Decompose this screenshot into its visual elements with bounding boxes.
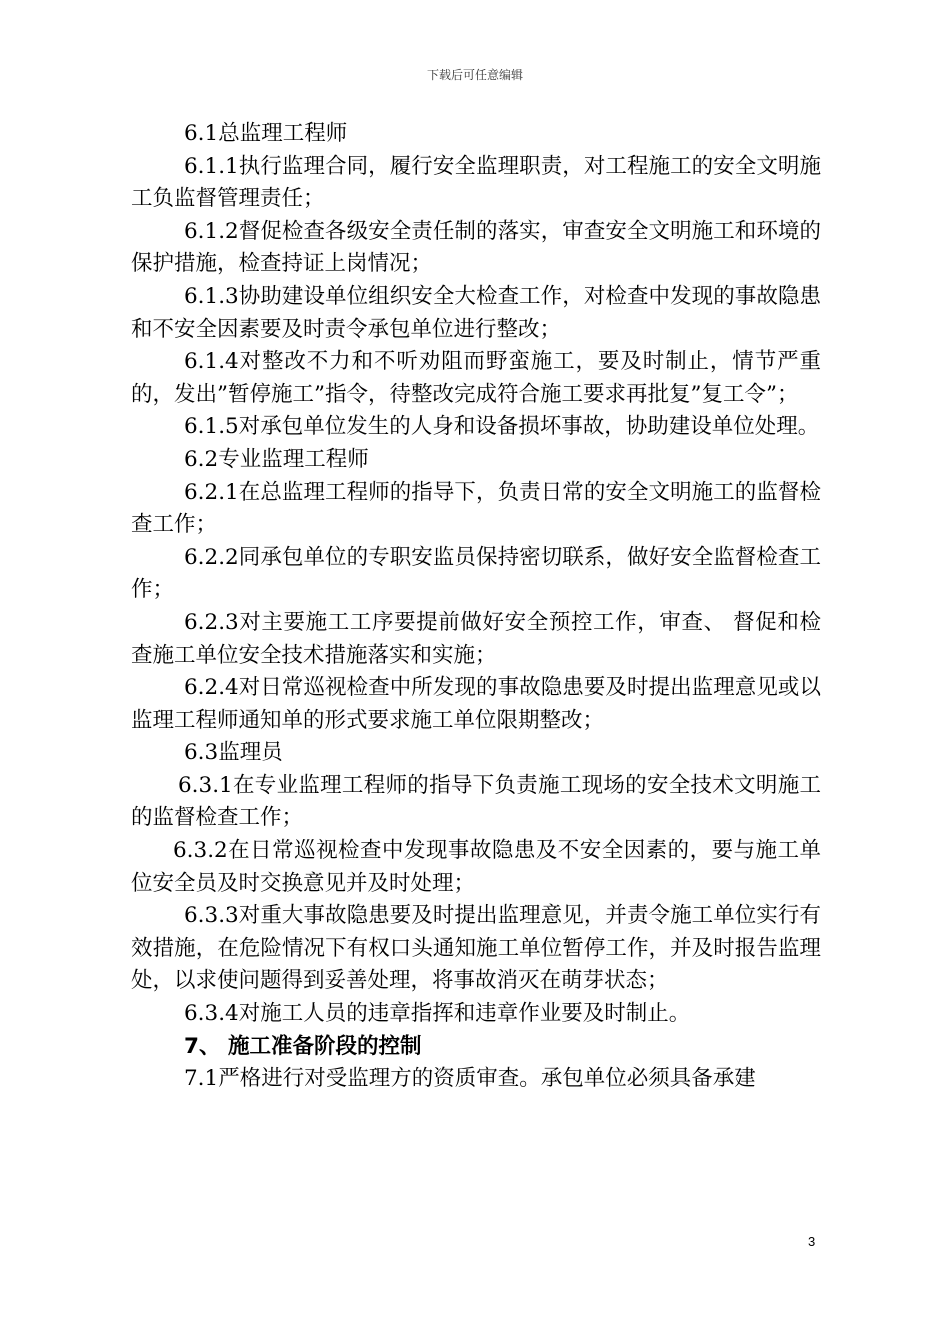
document-body [131,118,821,1096]
paragraph-6-1-2: 6.1.2督促检查各级安全责任制的落实，审查安全文明施工和环境的保护措施，检查持证上岗情况； [131,218,821,277]
paragraph-6-3-1: 6.3.1在专业监理工程师的指导下负责施工现场的安全技术文明施工的监督检查工作； [131,772,821,831]
paragraph-6-1-4: 6.1.4对整改不力和不听劝阻而野蛮施工，要及时制止，情节严重的，发出”暂停施工”指令，待整改完成符合施工要求再批复”复工令”； [131,349,821,407]
section-heading-7: 7、 施工准备阶段的控制 [184,1033,422,1059]
paragraph-7-1: 7.1严格进行对受监理方的资质审查。承包单位必须具备承建 [184,1066,756,1092]
paragraph-6-3: 6.3监理员 [184,740,283,766]
paragraph-6-1-3: 6.1.3协助建设单位组织安全大检查工作，对检查中发现的事故隐患和不安全因素要及时责令承包单位进行整改； [131,283,821,342]
paragraph-6-3-4: 6.3.4对施工人员的违章指挥和违章作业要及时制止。 [184,1001,691,1027]
paragraph-6-1-5: 6.1.5对承包单位发生的人身和设备损坏事故，协助建设单位处理。 [184,414,820,440]
page-number: 3 [808,1234,816,1249]
paragraph-6-3-3: 6.3.3对重大事故隐患要及时提出监理意见，并责令施工单位实行有效措施，在危险情况下有权口头通知施工单位暂停工作，并及时报告监理处，以求使问题得到妥善处理，将事故消灭在萌芽状态； [131,903,821,994]
paragraph-6-1-1: 6.1.1执行监理合同，履行安全监理职责，对工程施工的安全文明施工负监督管理责任； [131,153,821,212]
paragraph-6-1: 6.1总监理工程师 [184,121,348,146]
paragraph-6-2-1: 6.2.1在总监理工程师的指导下，负责日常的安全文明施工的监督检查工作； [131,479,821,538]
paragraph-6-2-3: 6.2.3对主要施工工序要提前做好安全预控工作，审查、 督促和检查施工单位安全技术措施落实和实施； [131,609,821,668]
paragraph-6-2-2: 6.2.2同承包单位的专职安监员保持密切联系，做好安全监督检查工作； [131,544,821,603]
paragraph-6-3-2: 6.3.2在日常巡视检查中发现事故隐患及不安全因素的，要与施工单位安全员及时交换意见并及时处理； [131,838,821,896]
paragraph-6-2: 6.2专业监理工程师 [184,446,369,472]
header-note: 下载后可任意编辑 [426,68,523,82]
paragraph-6-2-4: 6.2.4对日常巡视检查中所发现的事故隐患要及时提出监理意见或以监理工程师通知单的形式要求施工单位限期整改； [131,675,821,733]
